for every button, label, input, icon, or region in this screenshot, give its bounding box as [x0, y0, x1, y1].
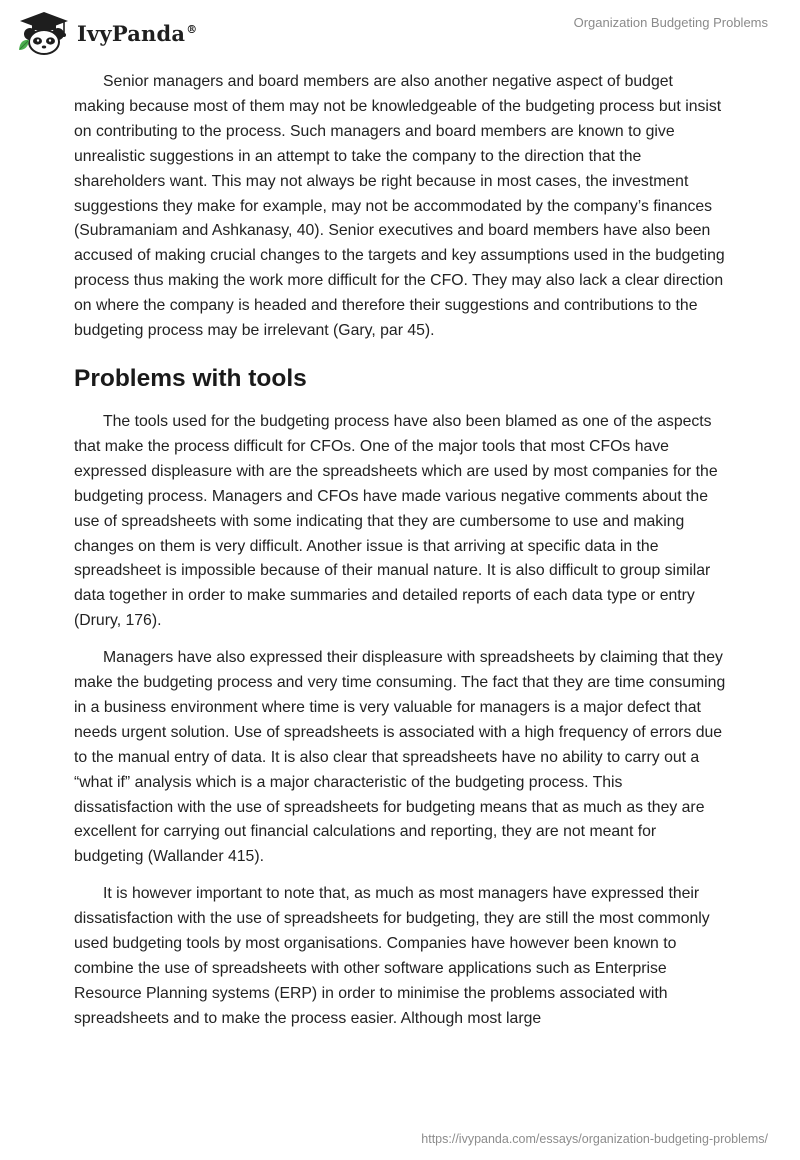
paragraph: The tools used for the budgeting process have also been blamed as one of the aspects that make the process difficult for CFOs. One of the major tools that most CFOs have expressed displeasure with are the spreadsheets which are used by most companies for the budgeting process. Managers and CFOs have made various negative comments about the use of spreadsheets with some indicating that they are cumbersome to use and making changes on them is very difficult. Another issue is that arriving at specific data in the spreadsheet is impossible because of their manual nature. It is also difficult to group similar data together in order to make summaries and detailed reports of each data type or entry (Drury, 176).	[74, 412, 718, 630]
registered-mark: ®	[186, 22, 198, 36]
section-heading: Problems with tools	[74, 364, 307, 392]
paragraph: Managers have also expressed their displeasure with spreadsheets by claiming that they make the budgeting process and very time consuming. The fact that they are time consuming in a business environment where time is very valuable for managers is a major defect that needs urgent solution. Use of spreadsheets is associated with a high frequency of errors due to the manual entry of data. It is also clear that spreadsheets have no ability to carry out a “what if” analysis which is a major characteristic of the budgeting process. This dissatisfaction with the use of spreadsheets for budgeting means that as much as they are excellent for carrying out financial calculations and reporting, they are not meant for budgeting (Wallander 415).	[74, 649, 726, 866]
page-header	[0, 0, 800, 66]
essay-content	[74, 70, 726, 1044]
ivypanda-logo[interactable]	[16, 10, 197, 56]
brand-name: IvyPanda®	[77, 20, 198, 46]
paragraph: It is however important to note that, as much as most managers have expressed their dissatisfaction with the use of spreadsheets for budgeting, they are still the most commonly used budgeting tools by most organisations. Companies have however been known to combine the use of spreadsheets with other software applications such as Enterprise Resource Planning systems (ERP) in order to minimise the problems associated with spreadsheets and to make the process easier. Although most large	[74, 885, 710, 1027]
page-title: Organization Budgeting Problems	[573, 15, 768, 30]
source-url: https://ivypanda.com/essays/organization-budgeting-problems/	[421, 1132, 768, 1146]
paragraph: Senior managers and board members are also another negative aspect of budget making because most of them may not be knowledgeable of the budgeting process but insist on contributing to the process. Such managers and board members are known to give unrealistic suggestions in an attempt to take the company to the direction that the shareholders want. This may not always be right because in most cases, the investment suggestions they make for example, may not be accommodated by the company’s finances (Subramaniam and Ashkanasy, 40). Senior executives and board members have also been accused of making crucial changes to the targets and key assumptions used in the budgeting process thus making the work more difficult for the CFO. They may also lack a clear direction on where the company is headed and therefore their suggestions and contributions to the budgeting process may be irrelevant (Gary, par 45).	[74, 73, 725, 340]
panda-graduation-cap-icon	[16, 10, 72, 56]
